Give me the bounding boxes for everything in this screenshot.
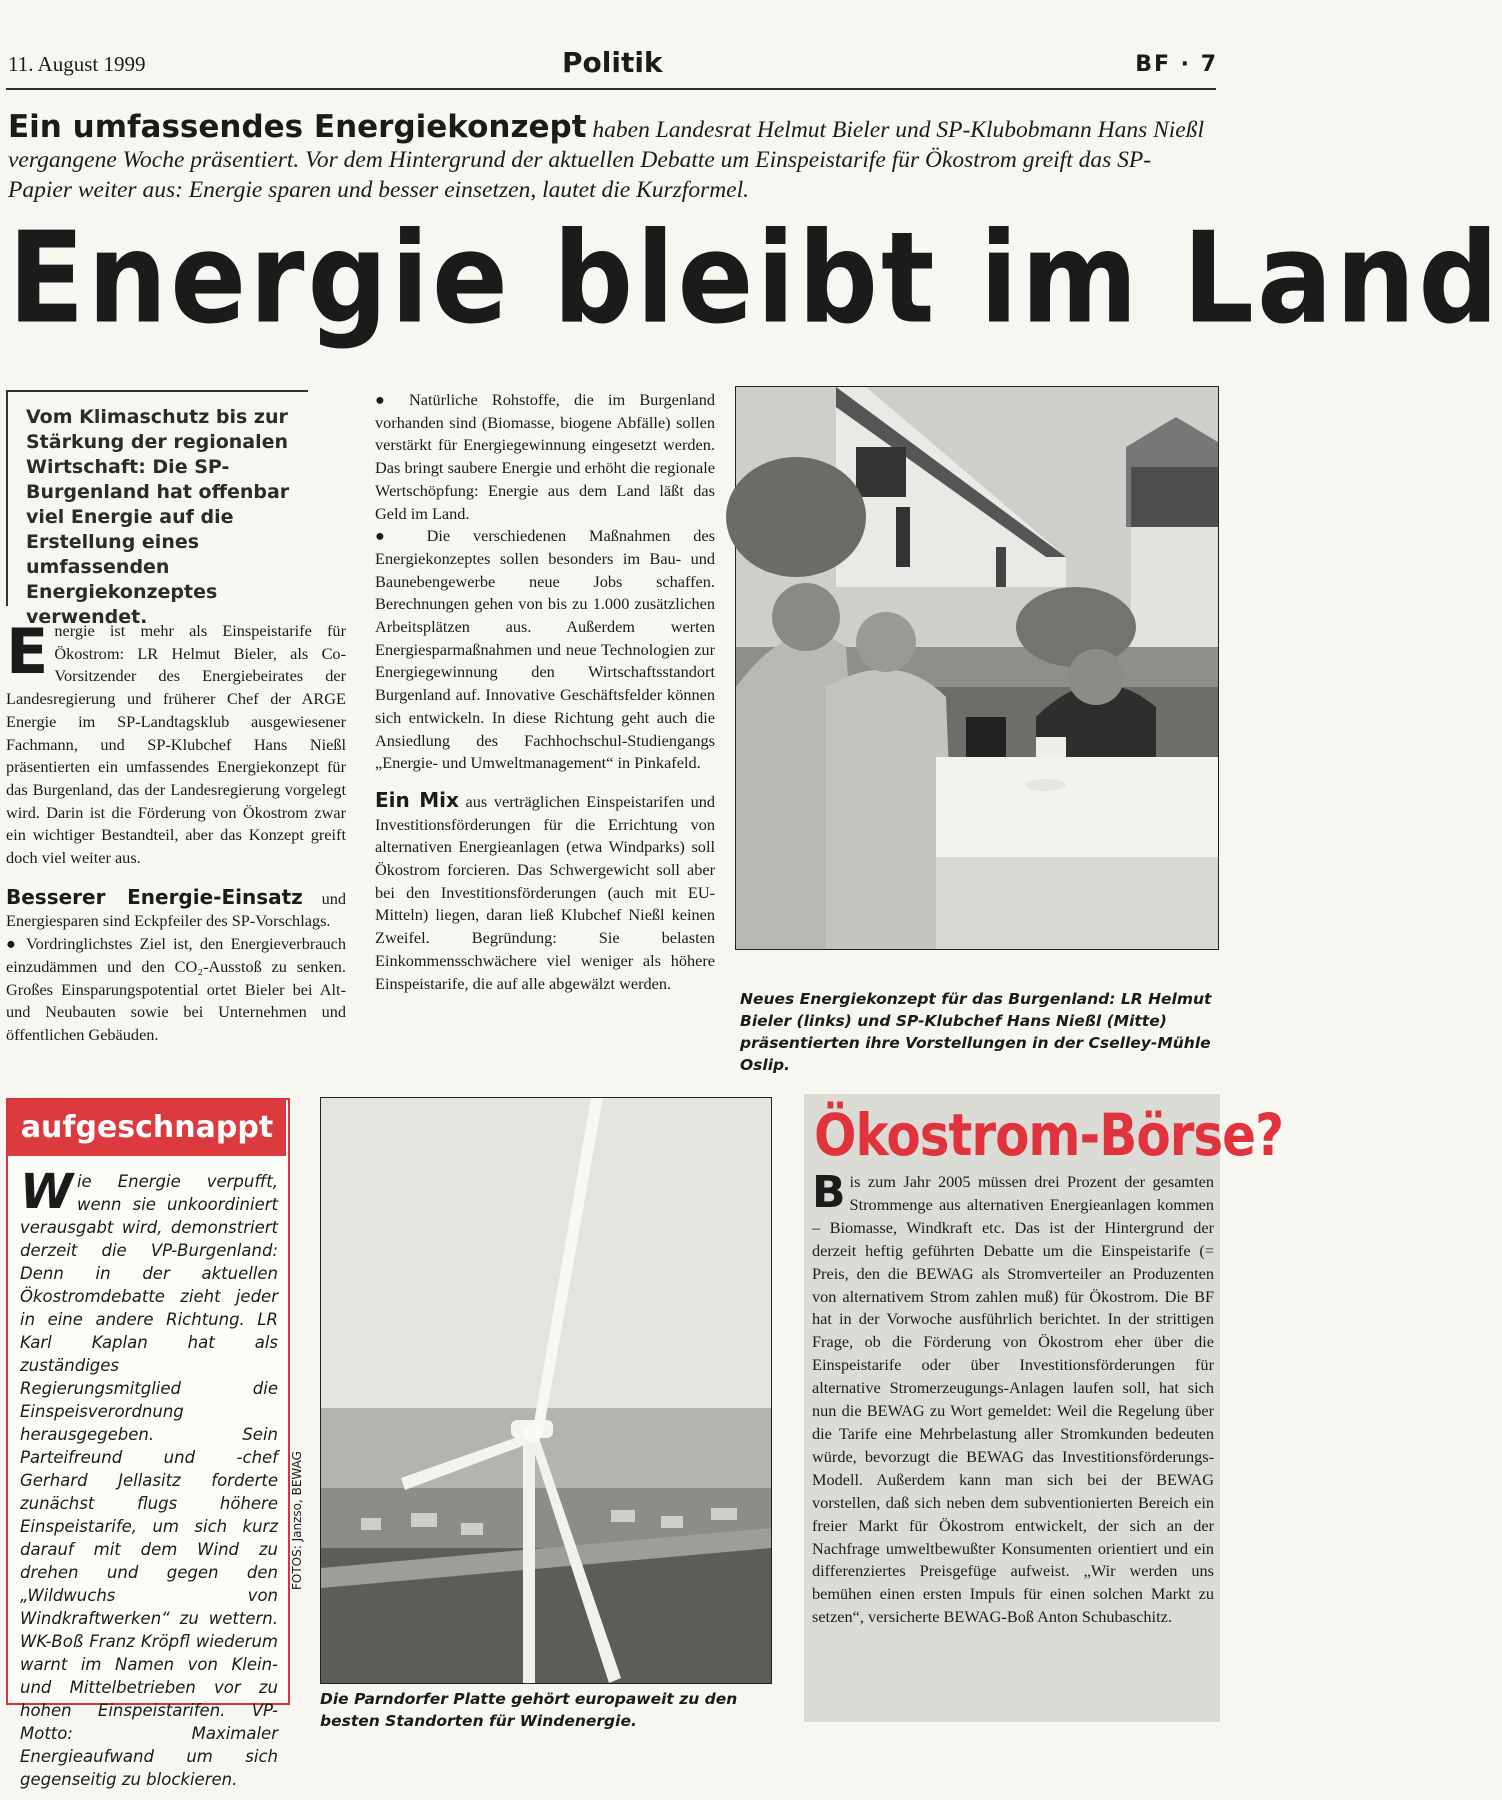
lead-text: Vom Klimaschutz bis zur Stärkung der regionalen Wirtschaft: Die SP-Burgenland hat offenbar viel Energie auf die Erstellung eines umfassenden Energiekonzeptes verwendet. — [26, 406, 290, 628]
article-column-1 — [6, 615, 346, 1047]
paragraph-text: ie Energie verpufft, wenn sie unkoordiniert verausgabt wird, demonstriert derzeit die VP-Burgenland: Denn in der aktuellen Ökostromdebatte zieht jeder in eine andere Richtung. LR Karl Kaplan hat als zuständiges Regierungsmitglied die Einspeisverordnung herausgegeben. Sein Parteifreund und -chef Gerhard Jellasitz forderte zunächst flugs höhere Einspeistarife, um sich kurz darauf mit dem Wind zu drehen und gegen den „Wildwuchs von Windkraftwerken“ zu wettern. WK-Boß Franz Kröpfl wiederum warnt im Namen von Klein- und Mittelbetrieben vor zu hohen Einspeistarifen. VP-Motto: Maximaler Energieaufwand um sich gegenseitig zu blockieren. — [20, 1172, 278, 1789]
article-paragraph-2 — [6, 886, 346, 933]
subheading: Ein Mix — [375, 787, 459, 812]
paragraph-text: is zum Jahr 2005 müssen drei Prozent der gesamten Strommenge aus alternativen Energieanlagen kommen – Biomasse, Windkraft etc. Das ist der Hintergrund der derzeit heftig geführten Debatte um die Einspeistarife (= Preis, den die BEWAG als Stromverteiler an Produzenten von alternativem Strom zahlen muß) für Ökostrom. Die BF hat in der Vorwoche ausführlich berichtet. In der strittigen Frage, ob die Förderung von Ökostrom eher über die Einspeistarife oder über Investitionsförderungen für alternative Stromerzeugungs-Anlagen laufen soll, hat sich nun die BEWAG zu Wort gemeldet: Weil die Regelung über die Tarife eine Mehrbelastung aller Stromkunden bedeuten würde, bevorzugt die BEWAG das Investitionsförderungs-Modell. Außerdem kann man sich bei der BEWAG vorstellen, daß sich neben dem subventionierten Bereich ein freier Markt für Ökostrom entwickelt, der sich an der Nachfrage umweltbewußter Konsumenten orientiert und ein differenziertes Preisgefüge aufweist. „Wir werden uns bemühen einen ersten Impuls für einen solchen Markt zu setzen“, versicherte BEWAG-Boß Anton Schubaschitz. — [812, 1172, 1214, 1627]
subheading: Besserer Energie-Einsatz — [6, 884, 303, 909]
kicker — [8, 109, 1213, 205]
bullet-point: ● Vordringlichstes Ziel ist, den Energieverbrauch einzudämmen und den CO₂-Ausstoß zu senken. Großes Einsparungspotential ortet Bieler bei Alt- und Neubauten sowie bei Unternehmen und öffentlichen Gebäuden. — [6, 934, 346, 1044]
drop-cap: E — [6, 615, 49, 688]
bullet-point: ● Die verschiedenen Maßnahmen des Energiekonzeptes sollen besonders im Bau- und Baunebengewerbe neue Jobs schaffen. Berechnungen gehen von bis zu 1.000 zusätzlichen Arbeitsplätzen aus. Außerdem werten Energiesparmaßnahmen und neue Technologien zur Energiegewinnung den Wirtschaftsstandort Burgenland auf. Innovative Geschäftsfelder können sich entwickeln. In diese Richtung geht auch die Ansiedlung des Fachhochschul-Studiengangs „Energie- und Umweltmanagement“ in Pinkafeld. — [375, 526, 715, 773]
photo-caption: Die Parndorfer Platte gehört europaweit zu den besten Standorten für Windenergie. — [320, 1690, 738, 1730]
wind-turbine-photo — [320, 1097, 772, 1684]
press-conference-photo — [735, 386, 1219, 950]
bullet-point: ● Natürliche Rohstoffe, die im Burgenland vorhanden sind (Biomasse, biogene Abfälle) sollen verstärkt für Energiegewinnung eingesetzt werden. Das bringt saubere Energie und erhöht die regionale Wertschöpfung: Energie aus dem Land läßt das Geld im Land. — [375, 390, 715, 523]
article-paragraph-3 — [375, 789, 715, 995]
paragraph-text: nergie ist mehr als Einspeistarife für Ökostrom: LR Helmut Bieler, als Co-Vorsitzender des Energiebeirates der Landesregierung und früherer Chef der ARGE Energie im SP-Landtagsklub ausgewiesener Fachmann, und SP-Klubchef Hans Nießl präsentierten ein umfassendes Energiekonzept für das Burgenland, das der Landesregierung vorgelegt wird. Darin ist die Förderung von Ökostrom zwar ein wichtiger Bestandteil, aber das Konzept greift doch viel weiter aus. — [6, 621, 346, 868]
aufgeschnappt-title: aufgeschnappt — [8, 1100, 286, 1156]
kicker-bold: Ein umfassendes Energiekonzept — [8, 109, 587, 145]
oekostrom-boerse-text — [812, 1167, 1214, 1629]
headline: Energie bleibt im Land — [8, 206, 1502, 352]
section-title: Politik — [562, 46, 663, 79]
page-number: BF · 7 — [1135, 52, 1218, 77]
drop-cap: W — [20, 1164, 73, 1220]
photo-caption: Neues Energiekonzept für das Burgenland: LR Helmut Bieler (links) und SP-Klubchef Hans Nießl (Mitte) präsentierten ihre Vorstellungen in der Cselley-Mühle Oslip. — [740, 990, 1212, 1074]
paragraph-text: aus verträglichen Einspeistarifen und Investitionsförderungen für die Errichtung von alternativen Energieanlagen (etwa Windparks) soll Ökostrom forcieren. Das Schwergewicht soll aber bei den Investitionsförderungen (auch mit EU-Mitteln) liegen, daran ließ Klubchef Nießl keinen Zweifel. Begründung: Sie belasten Einkommensschwächere viel weniger als höhere Einspeistarife, die auf alle abgewälzt werden. — [375, 791, 715, 993]
press-conference-image — [736, 387, 1218, 949]
kicker-text: haben Landesrat Helmut Bieler und SP-Klubobmann Hans Nießl vergangene Woche präsentiert. Vor dem Hintergrund der aktuellen Debatte um Einspeistarife für Ökostrom greift das SP-Papier weiter aus: Energie sparen und besser einsetzen, lautet die Kurzformel. — [8, 117, 1205, 203]
aufgeschnappt-text — [20, 1164, 278, 1791]
drop-cap: B — [812, 1167, 846, 1218]
paragraph-text: und Energiesparen sind Eckpfeiler des SP-Vorschlags. — [6, 888, 346, 931]
wind-turbine-image — [321, 1098, 771, 1683]
header-rule — [6, 88, 1216, 90]
oekostrom-boerse-title: Ökostrom-Börse? — [814, 1102, 1284, 1169]
photo-credit: FOTOS: Janzso, BEWAG — [290, 1451, 304, 1590]
article-column-2 — [375, 389, 715, 995]
article-paragraph-1 — [6, 615, 346, 870]
issue-date: 11. August 1999 — [8, 52, 146, 76]
